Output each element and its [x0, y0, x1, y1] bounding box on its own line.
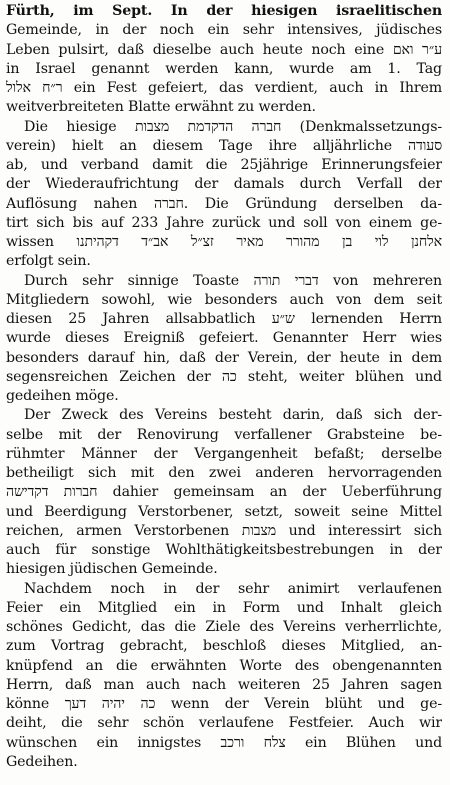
- article-line-20: segensreichen Zeichen der כה steht, weiter blühen und: [6, 368, 442, 385]
- article-line-19: besonders darauf hin, daß der Verein, der heute in dem: [6, 349, 442, 366]
- article-line-30: hiesigen jüdischen Gemeinde.: [6, 561, 218, 578]
- article-line-09: ab, und verband damit die 25jährige Erinnerungsfeier: [6, 157, 442, 173]
- article-line-38: deiht, die sehr schön verlaufene Festfeier. Auch wir: [6, 715, 442, 732]
- article-line-22: Der Zweck des Vereins besteht darin, daß sich der-: [24, 407, 442, 424]
- article-line-36: Herrn, daß man auch nach weiteren 25 Jahren sagen: [6, 676, 442, 693]
- article-line-05: ר״ח אלול ein Fest gefeiert, das verdient, auch in Ihrem: [6, 80, 442, 96]
- newspaper-article: [6, 2, 442, 772]
- article-line-16: Mitgliedern sowohl, wie besonders auch von dem seit: [6, 291, 442, 308]
- article-line-24: rühmter Männer der Vergangenheit befaßt; derselbe: [6, 445, 442, 462]
- article-line-31: Nachdem noch in der sehr animirt verlaufenen: [24, 580, 442, 597]
- article-line-01: [6, 2, 442, 21]
- article-line-37: könne כה יהיה דעך wenn der Verein blüht und ge-: [6, 696, 442, 712]
- article-line-34: zum Vortrag gebracht, beschloß dieses Mitglied, an-: [6, 638, 442, 655]
- article-line-32: Feier ein Mitglied ein in Form und Inhalt gleich: [6, 599, 442, 616]
- article-line-17: diesen 25 Jahren allsabbatlich ש״ע lernenden Herrn: [6, 311, 442, 327]
- article-line-14: erfolgt sein.: [6, 253, 91, 270]
- article-line-07: Die hiesige חברה הדקדמת מצבות (Denkmalssetzungs-: [24, 118, 442, 135]
- article-line-33: schönes Gedicht, das die Ziele des Vereins verherrlichte,: [6, 619, 442, 635]
- article-line-04: in Israel genannt werden kann, wurde am 1. Tag: [6, 60, 442, 77]
- article-line-18: wurde dieses Ereigniß gefeiert. Genannter Herr wies: [6, 330, 442, 347]
- article-line-12: tirt sich bis auf 233 Jahre zurück und soll von einem ge-: [6, 214, 442, 231]
- article-line-13: wissen אלחנן לוי בן מהורר מאיר זצ״ל אב״ד דקהיתנו: [6, 234, 442, 250]
- article-line-15: Durch sehr sinnige Toaste דברי תורה von mehreren: [24, 272, 442, 289]
- article-line-35: knüpfend an die erwähnten Worte des obengenannten: [6, 657, 442, 674]
- article-line-27: und Beerdigung Verstorbener, setzt, soweit seine Mittel: [6, 503, 442, 520]
- article-line-06: weitverbreiteten Blatte erwähnt zu werden.: [6, 99, 316, 116]
- article-line-11: Auflösung nahen חברה. Die Gründung derselben da-: [6, 195, 442, 212]
- article-line-26: חברות דקדישה dahier gemeinsam an der Ueberführung: [6, 484, 442, 501]
- article-dateline: Fürth, im Sept. In der hiesigen israelitischen: [6, 3, 442, 19]
- article-line-28: reichen, armen Verstorbenen מצבות und interessirt sich: [6, 522, 442, 539]
- article-line-08: verein) hielt an diesem Tage ihre alljährliche סעודה: [6, 137, 442, 154]
- article-line-40: Gedeihen.: [6, 753, 78, 770]
- article-line-39: wünschen ein innigstes צלח ורכב ein Blühen und: [6, 734, 442, 751]
- article-line-10: der Wiederaufrichtung der damals durch Verfall der: [6, 176, 442, 193]
- article-line-25: betheiligt sich mit den zwei anderen hervorragenden: [6, 465, 442, 481]
- article-line-02: Gemeinde, in der noch ein sehr intensives, jüdisches: [6, 22, 442, 39]
- article-line-23: selbe mit der Renovirung verfallener Grabsteine be-: [6, 426, 442, 443]
- article-line-21: gedeihen möge.: [6, 388, 119, 404]
- article-line-29: auch für sonstige Wohlthätigkeitsbestrebungen in der: [6, 542, 442, 558]
- article-line-03: Leben pulsirt, daß dieselbe auch heute noch eine ע״ר ואם: [6, 41, 442, 58]
